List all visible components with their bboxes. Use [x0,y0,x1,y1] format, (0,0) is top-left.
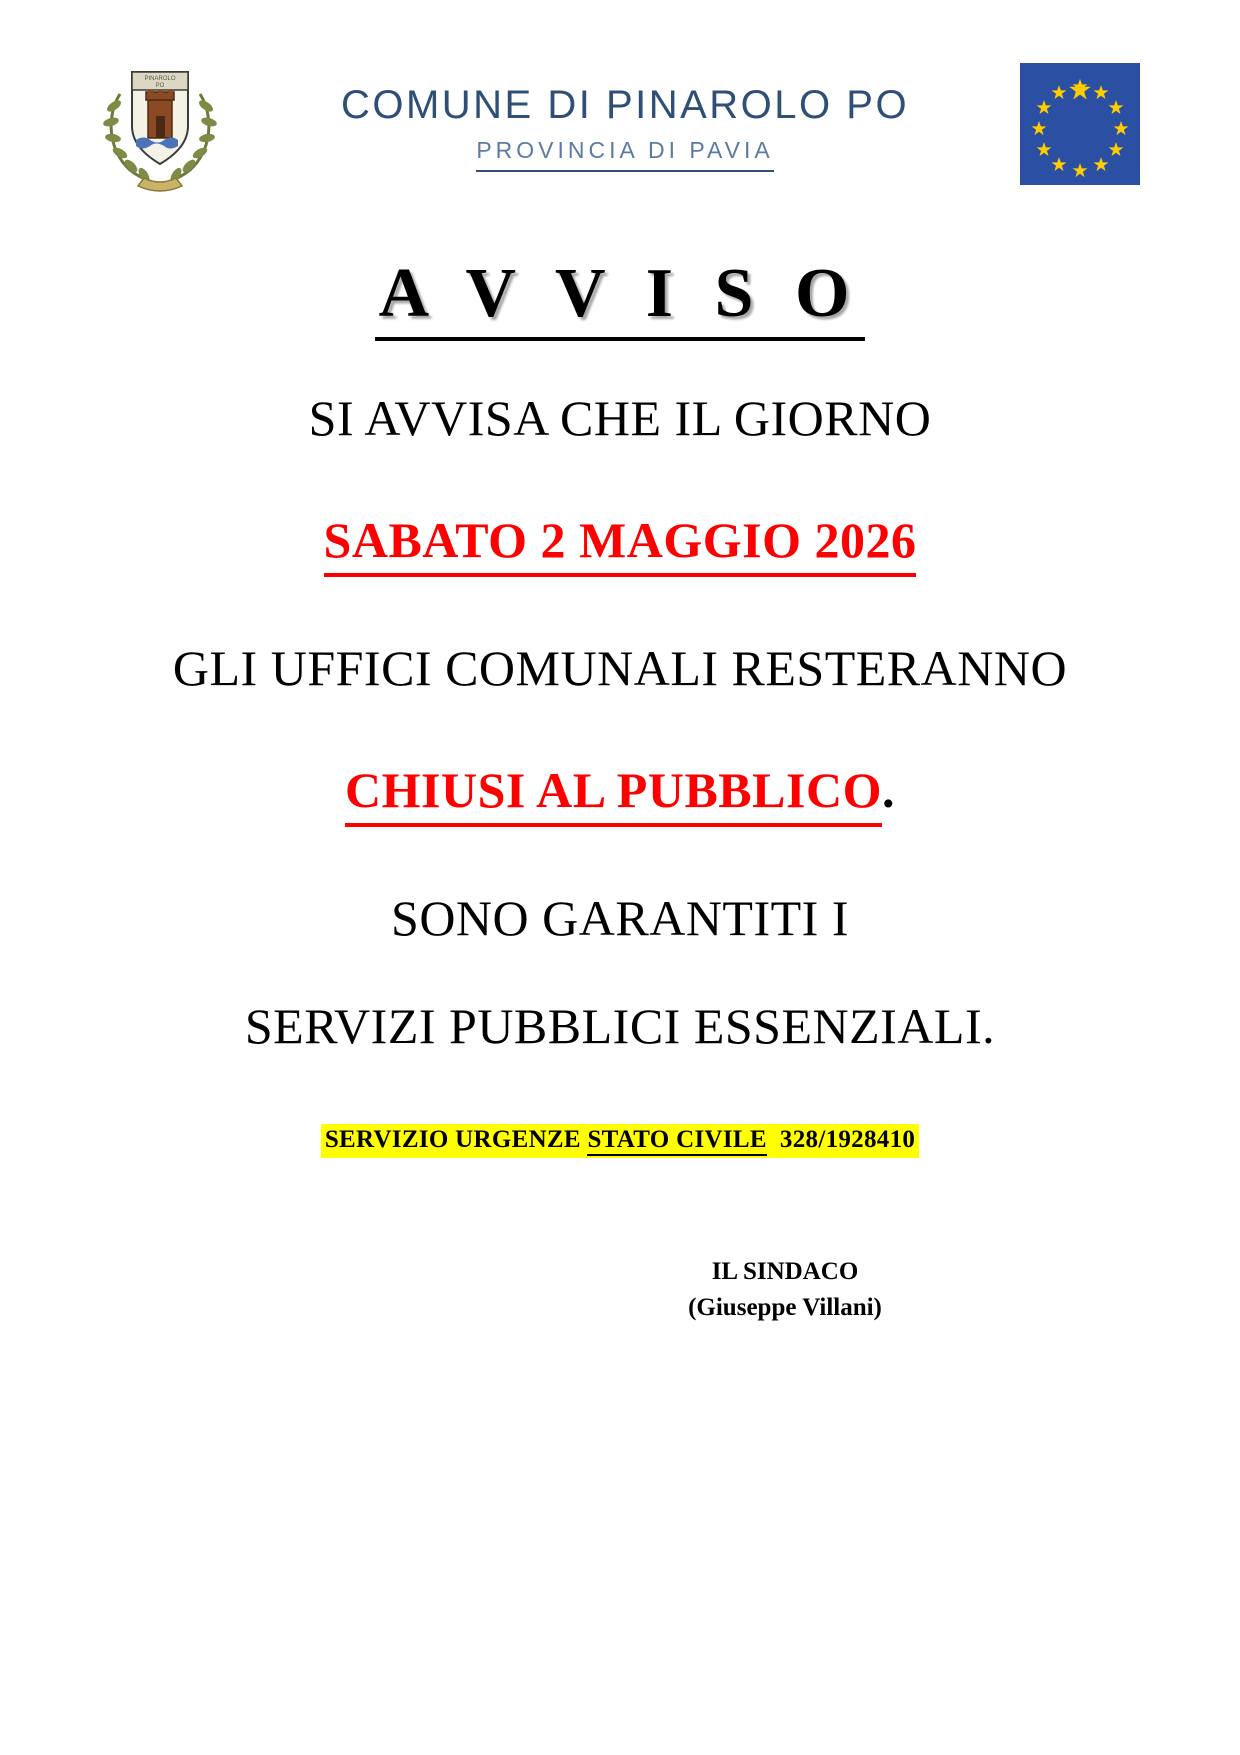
signature-role: IL SINDACO [711,1257,859,1285]
provincia-name: PROVINCIA DI PAVIA [476,136,774,163]
municipal-coat-of-arms-icon [100,54,220,194]
notice-line-1: SI AVVISA CHE IL GIORNO [308,389,932,446]
emergency-phone: 328/1928410 [779,1125,916,1153]
signature-name: (Giuseppe Villani) [688,1293,882,1321]
header-titles [230,83,1020,172]
notice-line-4: SERVIZI PUBBLICI ESSENZIALI. [244,998,996,1054]
notice-date-line [80,509,1160,577]
document-header [0,0,1240,200]
notice-date: SABATO 2 MAGGIO 2026 [324,509,917,577]
notice-line-2: GLI UFFICI COMUNALI RESTERANNO [172,639,1068,696]
notice-line-3: SONO GARANTITI I [391,889,849,946]
notice-closed-line [80,759,1160,827]
svg-text:PINAROLO: PINAROLO [144,76,176,82]
comune-name: COMUNE DI PINAROLO PO [340,82,910,127]
emergency-service-banner [321,1124,919,1158]
signature-block [80,1254,1160,1327]
european-union-flag-icon [1020,63,1140,185]
emergency-label: SERVIZIO URGENZE [324,1125,581,1153]
notice-content [0,200,1240,1326]
svg-text:PO: PO [155,83,165,89]
notice-closed-period: . [881,762,895,818]
notice-title: A V V I S O [375,254,866,341]
emergency-service: STATO CIVILE [587,1126,766,1156]
notice-closed: CHIUSI AL PUBBLICO [345,759,882,827]
